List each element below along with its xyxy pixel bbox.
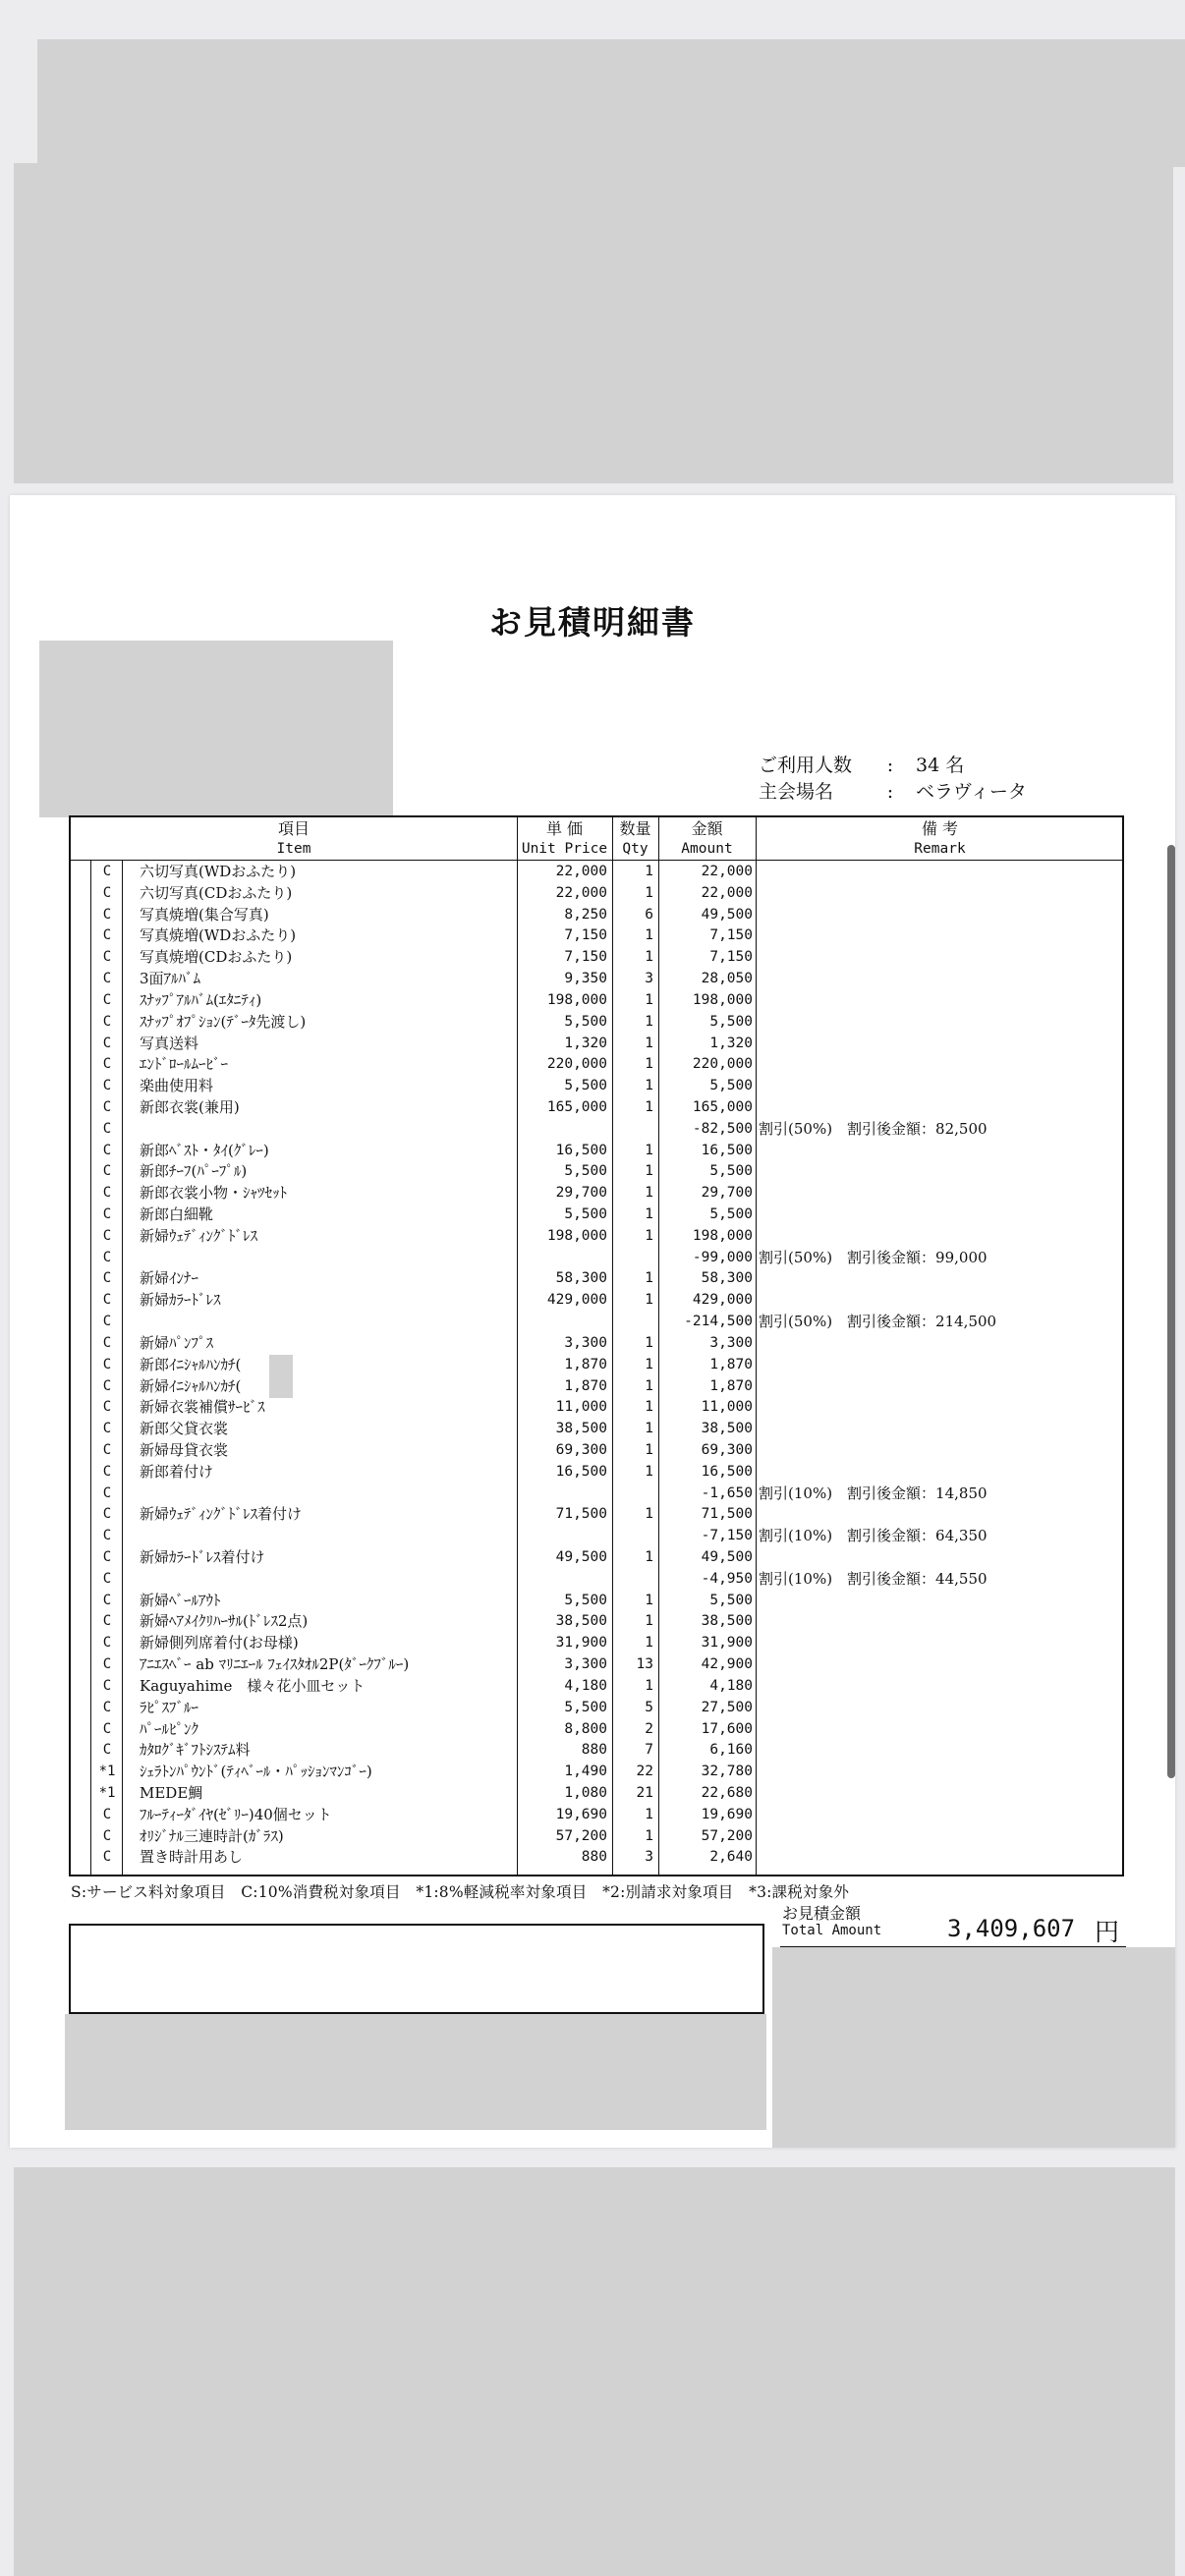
row-unit-price: 29,700 [555, 1185, 607, 1202]
row-qty: 1 [645, 1677, 653, 1694]
table-row [71, 1333, 1122, 1355]
row-unit-price: 3,300 [564, 1334, 607, 1351]
scrollbar-thumb[interactable] [1167, 845, 1175, 1778]
row-amount: 4,180 [709, 1677, 753, 1694]
row-code: C [102, 1249, 112, 1265]
row-amount: 42,900 [701, 1656, 753, 1673]
row-unit-price: 57,200 [555, 1827, 607, 1844]
row-remark: 割引(10%) 割引後金額：44,550 [759, 1569, 988, 1588]
row-item-name: ｽﾅｯﾌﾟｵﾌﾟｼｮﾝ(ﾃﾞｰﾀ先渡し) [140, 1012, 307, 1031]
header-unit-price: 単 価 Unit Price [521, 819, 608, 857]
row-code: C [102, 1592, 112, 1608]
row-item-name: 新婦ﾊﾟﾝﾌﾟｽ [140, 1333, 214, 1352]
table-row [71, 862, 1122, 883]
row-amount: 5,500 [709, 1078, 753, 1094]
redacted-stamp-area [772, 1947, 1175, 2148]
row-qty: 1 [645, 1013, 653, 1030]
header-qty: 数量 Qty [619, 819, 651, 857]
row-amount: 165,000 [692, 1098, 753, 1115]
row-unit-price: 16,500 [555, 1463, 607, 1480]
row-amount: 22,000 [701, 884, 753, 901]
row-unit-price: 880 [581, 1849, 607, 1866]
row-code: *1 [98, 1764, 116, 1780]
row-unit-price: 880 [581, 1742, 607, 1759]
row-item-name: ｵﾘｼﾞﾅﾙ三連時計(ｶﾞﾗｽ) [140, 1826, 284, 1845]
row-item-name: 新郎着付け [140, 1462, 214, 1481]
row-item-name: 写真焼増(集合写真) [140, 905, 269, 924]
row-qty: 1 [645, 1098, 653, 1115]
table-row [71, 1419, 1122, 1440]
row-amount: 198,000 [692, 991, 753, 1008]
row-amount: 31,900 [701, 1635, 753, 1652]
row-item-name: 新婦ﾍﾞｰﾙｱｳﾄ [140, 1591, 221, 1609]
row-item-name: ｴﾝﾄﾞﾛｰﾙﾑｰﾋﾞｰ [140, 1055, 229, 1074]
page-title: お見積明細書 [489, 603, 696, 642]
row-amount: 1,870 [709, 1356, 753, 1372]
row-amount: 7,150 [709, 927, 753, 944]
table-row [71, 1676, 1122, 1698]
row-item-name: 新郎白細靴 [140, 1205, 214, 1223]
row-item-name: 新婦側列席着付(お母様) [140, 1634, 299, 1652]
row-amount: 38,500 [701, 1613, 753, 1630]
row-remark: 割引(10%) 割引後金額：64,350 [759, 1527, 988, 1545]
row-unit-price: 5,500 [564, 1206, 607, 1222]
row-amount: 11,000 [701, 1399, 753, 1416]
row-code: C [102, 1570, 112, 1587]
redacted-block-bottom [14, 2167, 1175, 2576]
row-code: C [102, 1013, 112, 1030]
row-unit-price: 1,490 [564, 1764, 607, 1780]
row-item-name: Kaguyahime 様々花小皿セット [140, 1676, 366, 1695]
row-unit-price: 5,500 [564, 1163, 607, 1180]
row-amount: 5,500 [709, 1163, 753, 1180]
header-item: 項目 Item [276, 819, 311, 857]
row-amount: -4,950 [701, 1570, 753, 1587]
row-item-name: 3面ｱﾙﾊﾞﾑ [140, 970, 201, 988]
row-unit-price: 165,000 [546, 1098, 607, 1115]
total-value: 3,409,607 [947, 1915, 1076, 1942]
row-item-name: 新婦ｳｪﾃﾞｨﾝｸﾞﾄﾞﾚｽ [140, 1226, 258, 1245]
row-code: C [102, 1035, 112, 1051]
row-code: C [102, 1292, 112, 1309]
row-code: C [102, 1506, 112, 1523]
row-qty: 1 [645, 1806, 653, 1822]
table-row [71, 1119, 1122, 1141]
row-amount: 71,500 [701, 1506, 753, 1523]
table-row [71, 1526, 1122, 1547]
row-code: C [102, 991, 112, 1008]
row-item-name: 楽曲使用料 [140, 1077, 214, 1095]
row-amount: 32,780 [701, 1764, 753, 1780]
row-qty: 1 [645, 927, 653, 944]
row-item-name: 新婦母貸衣裳 [140, 1440, 229, 1459]
row-unit-price: 1,870 [564, 1377, 607, 1394]
row-item-name: 置き時計用あし [140, 1848, 244, 1867]
row-qty: 1 [645, 1334, 653, 1351]
row-unit-price: 5,500 [564, 1699, 607, 1715]
row-unit-price: 49,500 [555, 1549, 607, 1565]
row-unit-price: 58,300 [555, 1270, 607, 1287]
row-code: C [102, 1314, 112, 1330]
table-row [71, 1204, 1122, 1226]
row-amount: 58,300 [701, 1270, 753, 1287]
row-item-name: 新郎ﾍﾞｽﾄ・ﾀｲ(ｸﾞﾚｰ) [140, 1141, 269, 1159]
table-row [71, 1376, 1122, 1398]
row-unit-price: 19,690 [555, 1806, 607, 1822]
row-code: C [102, 1056, 112, 1073]
row-amount: 2,640 [709, 1849, 753, 1866]
row-amount: 1,870 [709, 1377, 753, 1394]
table-row [71, 969, 1122, 990]
table-header [71, 817, 1122, 861]
table-row [71, 1719, 1122, 1741]
row-item-name: 新婦ｲﾝﾅｰ [140, 1269, 199, 1288]
table-row [71, 1440, 1122, 1462]
row-code: C [102, 884, 112, 901]
row-code: C [102, 1421, 112, 1437]
row-qty: 1 [645, 1035, 653, 1051]
table-row [71, 1847, 1122, 1869]
header-amount: 金額 Amount [681, 819, 733, 857]
row-qty: 1 [645, 1078, 653, 1094]
notes-box [69, 1924, 764, 2014]
row-amount: 220,000 [692, 1056, 753, 1073]
redacted-block-top [37, 39, 1185, 167]
table-row [71, 1762, 1122, 1783]
row-item-name: ﾊﾟｰﾙﾋﾟﾝｸ [140, 1719, 199, 1738]
row-qty: 1 [645, 1142, 653, 1158]
table-row [71, 1484, 1122, 1505]
row-code: *1 [98, 1784, 116, 1801]
tax-legend: S:サービス料対象項目 C:10%消費税対象項目 *1:8%軽減税率対象項目 *2:別請求対象項目 *3:課税対象外 [71, 1883, 850, 1901]
row-unit-price: 7,150 [564, 949, 607, 966]
row-amount: -82,500 [692, 1120, 753, 1137]
row-item-name: ｼｪﾗﾄﾝﾊﾟｳﾝﾄﾞ(ﾃｨﾍﾞｰﾙ・ﾊﾟｯｼｮﾝﾏﾝｺﾞｰ) [140, 1763, 372, 1781]
row-amount: 16,500 [701, 1463, 753, 1480]
row-unit-price: 1,870 [564, 1356, 607, 1372]
row-code: C [102, 1677, 112, 1694]
row-qty: 1 [645, 1549, 653, 1565]
row-qty: 1 [645, 1163, 653, 1180]
row-code: C [102, 906, 112, 923]
row-item-name: 新婦ﾍｱﾒｲｸﾘﾊｰｻﾙ(ﾄﾞﾚｽ2点) [140, 1612, 309, 1631]
row-code: C [102, 1699, 112, 1715]
row-unit-price: 8,800 [564, 1720, 607, 1737]
row-item-name: 新郎衣裳小物・ｼｬﾂｾｯﾄ [140, 1184, 288, 1203]
row-code: C [102, 1098, 112, 1115]
row-qty: 1 [645, 1185, 653, 1202]
row-amount: 19,690 [701, 1806, 753, 1822]
row-qty: 1 [645, 1613, 653, 1630]
table-row [71, 1248, 1122, 1269]
redacted-initials [269, 1355, 293, 1376]
row-remark: 割引(50%) 割引後金額：82,500 [759, 1119, 988, 1138]
row-qty: 1 [645, 991, 653, 1008]
row-unit-price: 5,500 [564, 1078, 607, 1094]
row-code: C [102, 1806, 112, 1822]
table-row [71, 1633, 1122, 1654]
row-code: C [102, 1399, 112, 1416]
row-qty: 1 [645, 1827, 653, 1844]
row-unit-price: 7,150 [564, 927, 607, 944]
row-item-name: 新婦衣裳補償ｻｰﾋﾞｽ [140, 1398, 265, 1417]
row-amount: 5,500 [709, 1206, 753, 1222]
row-amount: 7,150 [709, 949, 753, 966]
row-code: C [102, 949, 112, 966]
row-amount: 5,500 [709, 1013, 753, 1030]
row-code: C [102, 1742, 112, 1759]
table-row [71, 883, 1122, 905]
table-row [71, 1462, 1122, 1484]
table-row [71, 1654, 1122, 1676]
row-unit-price: 71,500 [555, 1506, 607, 1523]
row-item-name: ｱﾆｴｽﾍﾞｰ ab ﾏﾘﾆｴｰﾙ ﾌｪｲｽﾀｵﾙ2P(ﾀﾞｰｸﾌﾞﾙｰ) [140, 1655, 410, 1674]
row-code: C [102, 1720, 112, 1737]
row-unit-price: 22,000 [555, 864, 607, 879]
row-qty: 1 [645, 1592, 653, 1608]
row-item-name: ｽﾅｯﾌﾟｱﾙﾊﾞﾑ(ｴﾀﾆﾃｨ) [140, 990, 262, 1009]
redacted-notes [65, 2014, 766, 2130]
row-qty: 1 [645, 1506, 653, 1523]
row-item-name: 写真焼増(WDおふたり) [140, 926, 297, 945]
row-remark: 割引(50%) 割引後金額：214,500 [759, 1313, 997, 1331]
row-qty: 1 [645, 1441, 653, 1458]
row-qty: 3 [645, 1849, 653, 1866]
row-amount: 49,500 [701, 906, 753, 923]
row-item-name: 新婦ｶﾗｰﾄﾞﾚｽ [140, 1291, 221, 1310]
info-row-guests: ご利用人数 : 34 名 [759, 755, 965, 776]
table-row [71, 1290, 1122, 1312]
row-item-name: 六切写真(CDおふたり) [140, 883, 293, 902]
row-amount: 1,320 [709, 1035, 753, 1051]
row-unit-price: 38,500 [555, 1613, 607, 1630]
table-row [71, 1698, 1122, 1719]
row-code: C [102, 1334, 112, 1351]
info-row-venue: 主会場名 : ベラヴィータ [759, 781, 1027, 803]
row-unit-price: 220,000 [546, 1056, 607, 1073]
row-unit-price: 38,500 [555, 1421, 607, 1437]
row-unit-price: 31,900 [555, 1635, 607, 1652]
row-amount: 49,500 [701, 1549, 753, 1565]
row-amount: 3,300 [709, 1334, 753, 1351]
row-code: C [102, 1549, 112, 1565]
row-amount: 22,000 [701, 864, 753, 879]
row-code: C [102, 1142, 112, 1158]
row-amount: 429,000 [692, 1292, 753, 1309]
table-row [71, 1826, 1122, 1848]
row-qty: 2 [645, 1720, 653, 1737]
row-code: C [102, 927, 112, 944]
row-amount: 38,500 [701, 1421, 753, 1437]
row-code: C [102, 1270, 112, 1287]
table-row [71, 1547, 1122, 1569]
row-item-name: MEDE鯛 [140, 1783, 203, 1802]
table-row [71, 1268, 1122, 1290]
table-row [71, 1226, 1122, 1248]
row-amount: 16,500 [701, 1142, 753, 1158]
table-row [71, 925, 1122, 947]
table-row [71, 1161, 1122, 1183]
row-item-name: 六切写真(WDおふたり) [140, 863, 297, 880]
row-qty: 1 [645, 1227, 653, 1244]
row-unit-price: 1,320 [564, 1035, 607, 1051]
row-code: C [102, 1463, 112, 1480]
row-amount: 29,700 [701, 1185, 753, 1202]
row-amount: 22,680 [701, 1784, 753, 1801]
row-qty: 5 [645, 1699, 653, 1715]
row-qty: 1 [645, 864, 653, 879]
row-qty: 1 [645, 1421, 653, 1437]
total-amount [780, 1901, 1126, 1948]
row-code: C [102, 1356, 112, 1372]
row-code: C [102, 1484, 112, 1501]
total-currency: 円 [1095, 1918, 1120, 1946]
row-unit-price: 3,300 [564, 1656, 607, 1673]
row-qty: 7 [645, 1742, 653, 1759]
table-row [71, 1183, 1122, 1204]
row-code: C [102, 1185, 112, 1202]
row-item-name: 新郎衣裳(兼用) [140, 1097, 240, 1116]
row-code: C [102, 1206, 112, 1222]
redacted-initials [269, 1376, 293, 1398]
table-row [71, 1076, 1122, 1097]
row-unit-price: 1,080 [564, 1784, 607, 1801]
estimate-table [69, 815, 1124, 1876]
table-row [71, 1397, 1122, 1419]
row-qty: 1 [645, 1356, 653, 1372]
table-row [71, 1591, 1122, 1612]
row-code: C [102, 971, 112, 987]
row-unit-price: 5,500 [564, 1013, 607, 1030]
row-qty: 3 [645, 971, 653, 987]
redacted-block-upper [14, 163, 1173, 483]
row-item-name: ｶﾀﾛｸﾞｷﾞﾌﾄｼｽﾃﾑ料 [140, 1741, 251, 1760]
document-page [10, 495, 1175, 2148]
row-item-name: 新郎ﾁｰﾌ(ﾊﾟｰﾌﾟﾙ) [140, 1162, 248, 1181]
row-unit-price: 16,500 [555, 1142, 607, 1158]
row-qty: 13 [636, 1656, 653, 1673]
table-row [71, 1783, 1122, 1805]
row-item-name: 新郎ｲﾆｼｬﾙﾊﾝｶﾁ( [140, 1355, 242, 1373]
row-amount: -99,000 [692, 1249, 753, 1265]
row-item-name: ﾗﾋﾟｽﾌﾞﾙｰ [140, 1698, 199, 1716]
row-remark: 割引(10%) 割引後金額：14,850 [759, 1484, 988, 1502]
table-row [71, 1097, 1122, 1119]
row-unit-price: 69,300 [555, 1441, 607, 1458]
row-unit-price: 429,000 [546, 1292, 607, 1309]
row-unit-price: 9,350 [564, 971, 607, 987]
table-row [71, 990, 1122, 1012]
row-amount: 57,200 [701, 1827, 753, 1844]
row-code: C [102, 1377, 112, 1394]
row-code: C [102, 1827, 112, 1844]
row-item-name: 新郎父貸衣裳 [140, 1420, 229, 1438]
table-row [71, 1805, 1122, 1826]
row-item-name: 新婦ｶﾗｰﾄﾞﾚｽ着付け [140, 1548, 265, 1566]
row-qty: 1 [645, 1292, 653, 1309]
row-amount: 17,600 [701, 1720, 753, 1737]
row-item-name: 写真送料 [140, 1034, 199, 1052]
row-amount: 27,500 [701, 1699, 753, 1715]
row-amount: 5,500 [709, 1592, 753, 1608]
table-row [71, 1012, 1122, 1034]
redacted-address-block [39, 641, 393, 817]
row-unit-price: 198,000 [546, 991, 607, 1008]
row-unit-price: 22,000 [555, 884, 607, 901]
table-row [71, 1034, 1122, 1055]
table-row [71, 1312, 1122, 1333]
row-amount: 69,300 [701, 1441, 753, 1458]
row-amount: -7,150 [701, 1528, 753, 1544]
row-item-name: 新婦ｳｪﾃﾞｨﾝｸﾞﾄﾞﾚｽ着付け [140, 1505, 303, 1524]
table-row [71, 1504, 1122, 1526]
header-remark: 備 考 Remark [914, 819, 966, 857]
row-item-name: 写真焼増(CDおふたり) [140, 948, 293, 967]
row-code: C [102, 1849, 112, 1866]
row-item-name: 新婦ｲﾆｼｬﾙﾊﾝｶﾁ( [140, 1376, 242, 1395]
row-code: C [102, 1441, 112, 1458]
table-row [71, 1054, 1122, 1076]
row-amount: 198,000 [692, 1227, 753, 1244]
row-qty: 21 [636, 1784, 653, 1801]
row-remark: 割引(50%) 割引後金額：99,000 [759, 1248, 988, 1266]
event-info [759, 753, 1027, 806]
table-row [71, 1141, 1122, 1162]
row-code: C [102, 1635, 112, 1652]
row-qty: 6 [645, 906, 653, 923]
row-qty: 1 [645, 1206, 653, 1222]
row-code: C [102, 1120, 112, 1137]
total-label-en: Total Amount [782, 1923, 882, 1938]
table-body [71, 862, 1122, 1869]
table-row [71, 1740, 1122, 1762]
row-code: C [102, 1656, 112, 1673]
total-label-ja: お見積金額 [782, 1904, 862, 1923]
row-qty: 1 [645, 1463, 653, 1480]
row-qty: 1 [645, 1399, 653, 1416]
row-amount: -1,650 [701, 1484, 753, 1501]
row-code: C [102, 1528, 112, 1544]
row-amount: -214,500 [684, 1314, 753, 1330]
table-row [71, 905, 1122, 926]
row-code: C [102, 864, 112, 879]
row-unit-price: 198,000 [546, 1227, 607, 1244]
row-code: C [102, 1078, 112, 1094]
row-qty: 1 [645, 1377, 653, 1394]
row-code: C [102, 1613, 112, 1630]
row-unit-price: 4,180 [564, 1677, 607, 1694]
row-qty: 22 [636, 1764, 653, 1780]
table-row [71, 1569, 1122, 1591]
table-row [71, 947, 1122, 969]
row-code: C [102, 1163, 112, 1180]
row-unit-price: 5,500 [564, 1592, 607, 1608]
table-row [71, 1611, 1122, 1633]
row-qty: 1 [645, 1635, 653, 1652]
row-unit-price: 8,250 [564, 906, 607, 923]
table-row [71, 1355, 1122, 1376]
row-unit-price: 11,000 [555, 1399, 607, 1416]
row-qty: 1 [645, 1056, 653, 1073]
row-amount: 6,160 [709, 1742, 753, 1759]
row-item-name: ﾌﾙｰﾃｨｰﾀﾞｲﾔ(ｾﾞﾘｰ)40個セット [140, 1805, 332, 1823]
row-code: C [102, 1227, 112, 1244]
row-qty: 1 [645, 1270, 653, 1287]
row-qty: 1 [645, 884, 653, 901]
row-amount: 28,050 [701, 971, 753, 987]
row-qty: 1 [645, 949, 653, 966]
